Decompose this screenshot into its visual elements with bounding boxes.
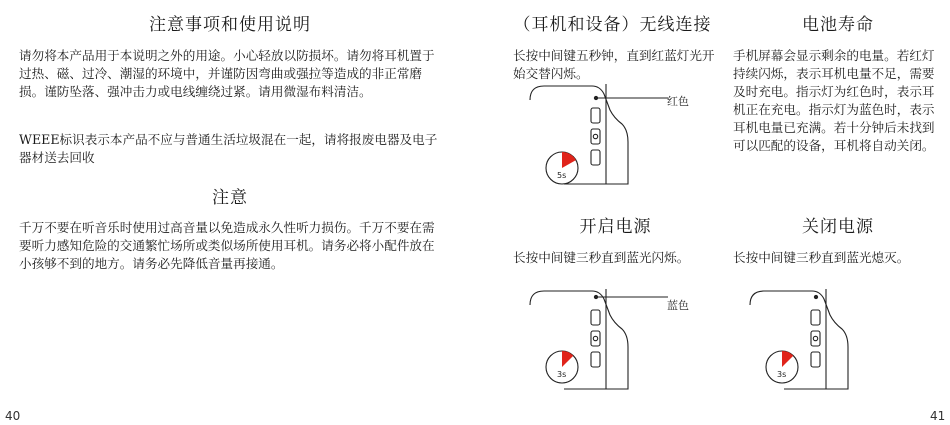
timer-label: 5s (557, 171, 567, 180)
power-off-text: 长按中间键三秒直到蓝光熄灭。 (733, 250, 910, 265)
power-on-text: 长按中间键三秒直到蓝光闪烁。 (513, 250, 690, 265)
button-middle (591, 129, 600, 144)
caution-text: 千万不要在听音乐时使用过高音量以免造成永久性听力损伤。千万不要在需要听力感知危险的交通繁忙场所或类似场所使用耳机。请务必将小配件放在小孩够不到的地方。请务必先降低音量再接通。 (19, 220, 435, 271)
power-off-illustration (750, 285, 860, 395)
led-indicator (594, 96, 597, 99)
earcup-outline (750, 291, 848, 389)
weee-text: WEEE标识表示本产品不应与普通生活垃圾混在一起，请将报废电器及电子器材送去回收 (19, 132, 438, 165)
button-minus (811, 352, 820, 367)
page-number-left: 40 (5, 409, 21, 423)
button-minus (591, 150, 600, 165)
battery-text: 手机屏幕会显示剩余的电量。若红灯持续闪烁，表示耳机电量不足，需要及时充电。指示灯为红色时，表示耳机正在充电。指示灯为蓝色时，表示耳机电量已充满。若十分钟后未找到可以匹配的设备，耳机将自动关闭。 (733, 48, 935, 153)
heading-power-on: 开启电源 (579, 217, 652, 237)
led-label-red: 红色 (667, 95, 689, 108)
timer-label: 3s (777, 370, 787, 379)
power-on-illustration (530, 285, 715, 395)
heading-caution: 注意 (212, 188, 248, 208)
led-indicator (814, 295, 817, 298)
page-number-right: 41 (930, 409, 946, 423)
pairing-text: 长按中间键五秒钟，直到红蓝灯光开始交替闪烁。 (513, 48, 715, 81)
heading-power-off: 关闭电源 (802, 217, 874, 237)
earcup-outline (530, 291, 628, 389)
led-label-blue: 蓝色 (667, 299, 689, 312)
button-plus (591, 108, 600, 123)
heading-battery: 电池寿命 (802, 15, 874, 35)
button-plus (811, 310, 820, 325)
pairing-illustration (530, 80, 715, 190)
timer-label: 3s (557, 370, 567, 379)
care-instructions-text: 请勿将本产品用于本说明之外的用途。小心轻放以防损坏。请勿将耳机置于过热、磁、过冷、潮湿的环境中，并谨防因弯曲或强拉等造成的非正常磨损。谨防坠落、强冲击力或电线缠绕过紧。请用微湿布料清洁。 (19, 48, 435, 99)
button-middle (591, 331, 600, 346)
button-plus (591, 310, 600, 325)
button-middle (811, 331, 820, 346)
button-minus (591, 352, 600, 367)
earcup-outline (530, 86, 628, 184)
led-indicator (594, 295, 597, 298)
heading-pairing: （耳机和设备）无线连接 (513, 15, 712, 35)
heading-care-instructions: 注意事项和使用说明 (149, 15, 311, 35)
